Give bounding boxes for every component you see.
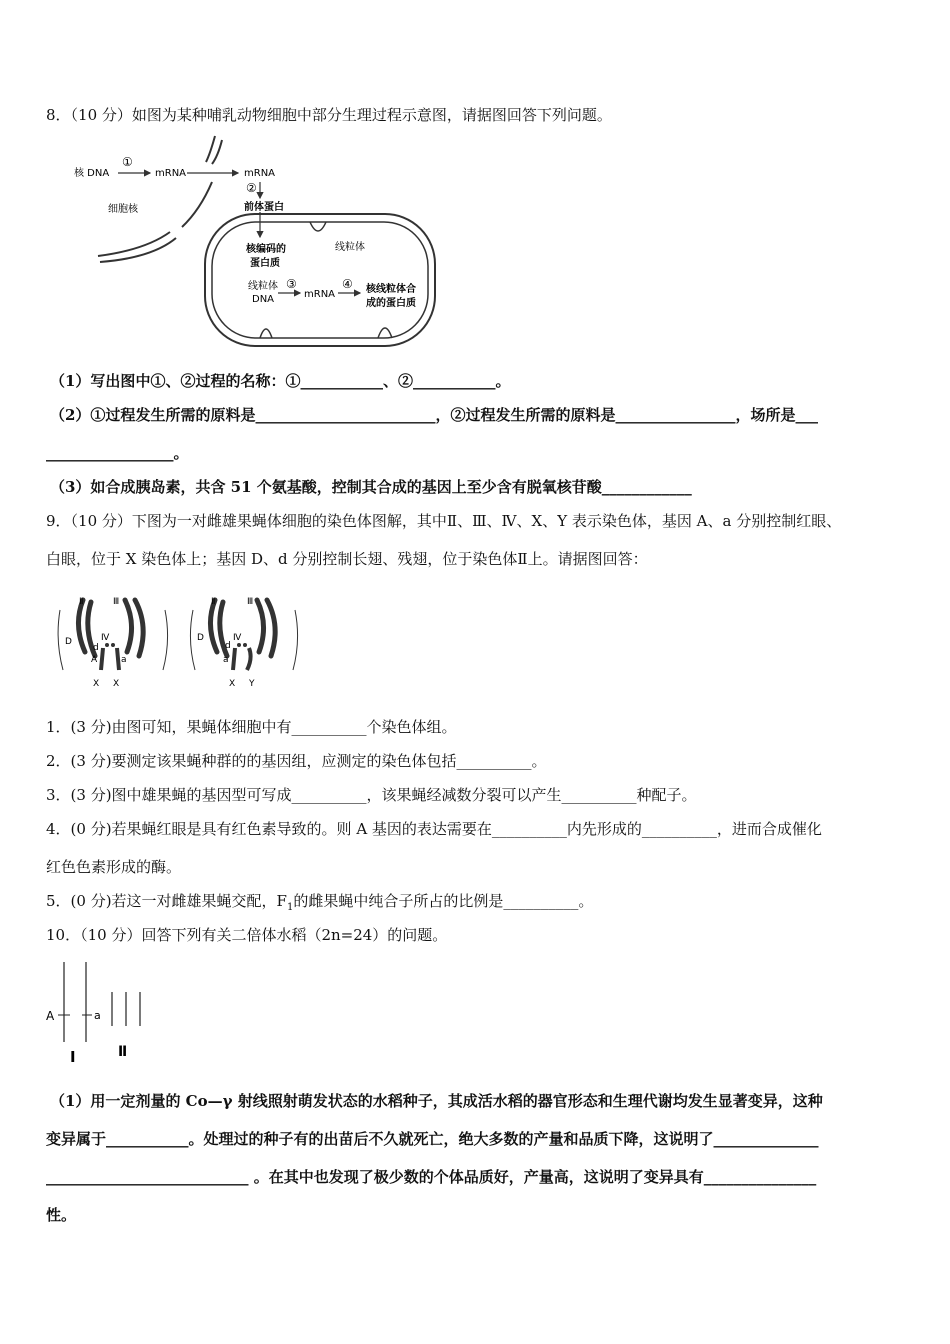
male-gene-a: a	[223, 655, 229, 665]
nucleus-label: 细胞核	[108, 204, 138, 215]
q9-item-2: 2．(3 分)要测定该果蝇种群的的基因组，应测定的染色体包括__________。	[46, 752, 547, 770]
q9-title-line1: 9．（10 分）下图为一对雌雄果蝇体细胞的染色体图解，其中Ⅱ、Ⅲ、Ⅳ、X、Y 表示染色体，基因 A、a 分别控制红眼、	[46, 512, 842, 530]
male-chrom-y: Y	[249, 679, 255, 689]
male-label-II: Ⅱ	[211, 597, 216, 607]
q9-item-1: 1．(3 分)由图可知，果蝇体细胞中有__________个染色体组。	[46, 718, 457, 736]
step1-label: ①	[122, 155, 133, 169]
nuc-encoded-label-1: 核编码的	[246, 244, 286, 255]
q10-chromosome-diagram	[44, 960, 154, 1068]
female-gene-a: a	[121, 655, 127, 665]
q10-sub1-line3: ___________________________ 。在其中也发现了极少数的个体品质好，产量高，这说明了变异具有_______________	[46, 1168, 817, 1186]
q9-title-line2: 白眼，位于 X 染色体上；基因 D、d 分别控制长翅、残翅，位于染色体Ⅱ上。请据图回答：	[46, 550, 648, 568]
male-label-IV: Ⅳ	[233, 633, 242, 643]
male-gene-d: d	[225, 641, 231, 651]
mrna3-label: mRNA	[304, 289, 336, 300]
male-label-III: Ⅲ	[247, 597, 254, 607]
female-chrom-x1: X	[93, 679, 100, 689]
q9-item-4: 4．(0 分)若果蝇红眼是具有红色素导致的。则 A 基因的表达需要在__________内先形成的__________，进而合成催化	[46, 820, 822, 838]
female-gene-A: A	[91, 655, 98, 665]
male-gene-D: D	[197, 633, 204, 643]
mito-dna-label-2: DNA	[252, 294, 275, 305]
chromosome-II-label: Ⅱ	[118, 1044, 128, 1060]
female-gene-d: d	[93, 643, 99, 653]
female-label-II: Ⅱ	[79, 597, 84, 607]
gene-A-label: A	[46, 1009, 55, 1023]
mrna1-label: mRNA	[155, 168, 187, 179]
q9-item-5: 5．(0 分)若这一对雌雄果蝇交配，$F_1$的雌果蝇中纯合子所占的比例是__________。	[46, 892, 594, 913]
q8-sub1: （1）写出图中①、②过程的名称：①___________、②___________。	[50, 372, 511, 390]
chromosome-I-label: I	[70, 1048, 76, 1066]
precursor-label: 前体蛋白	[244, 202, 284, 213]
combined-protein-label-1: 核线粒体合	[366, 284, 416, 295]
female-label-IV: Ⅳ	[101, 633, 110, 643]
female-gene-D: D	[65, 637, 72, 647]
step2-label: ②	[246, 181, 257, 195]
q9-chromosome-diagram	[55, 590, 305, 690]
q8-sub2a: （2）①过程发生所需的原料是________________________，②过程发生所需的原料是________________，场所是___	[50, 406, 818, 424]
q9-item-4-cont: 红色色素形成的酶。	[46, 858, 182, 876]
step4-label: ④	[342, 277, 353, 291]
gene-a-label: a	[94, 1009, 101, 1022]
q8-sub3: （3）如合成胰岛素，共含 51 个氨基酸，控制其合成的基因上至少含有脱氧核苷酸____________	[50, 478, 692, 496]
female-chrom-x2: X	[113, 679, 120, 689]
q10-title: 10．（10 分）回答下列有关二倍体水稻（2n=24）的问题。	[46, 926, 448, 944]
nuc-encoded-label-2: 蛋白质	[250, 258, 280, 269]
mito-dna-label-1: 线粒体	[248, 281, 278, 292]
female-label-III: Ⅲ	[113, 597, 120, 607]
q8-sub2b: _________________。	[46, 444, 189, 462]
female-karyotype	[58, 597, 167, 689]
q10-sub1-line1: （1）用一定剂量的 Co—γ 射线照射萌发状态的水稻种子，其成活水稻的器官形态和生理代谢均发生显著变异，这种	[50, 1092, 823, 1110]
q8-title: 8．（10 分）如图为某种哺乳动物细胞中部分生理过程示意图，请据图回答下列问题。	[46, 106, 612, 124]
male-karyotype	[190, 597, 297, 689]
nuc-dna-label: 核 DNA	[74, 168, 110, 179]
q10-sub1-line4: 性。	[46, 1206, 77, 1224]
combined-protein-label-2: 成的蛋白质	[366, 298, 416, 309]
step3-label: ③	[286, 277, 297, 291]
mrna2-label: mRNA	[244, 168, 276, 179]
q8-diagram	[60, 132, 450, 354]
q9-item-3: 3．(3 分)图中雄果蝇的基因型可写成__________，该果蝇经减数分裂可以产生__________种配子。	[46, 786, 697, 804]
male-chrom-x: X	[229, 679, 236, 689]
q10-sub1-line2: 变异属于___________。处理过的种子有的出苗后不久就死亡，绝大多数的产量和品质下降，这说明了______________	[46, 1130, 819, 1148]
mito-label: 线粒体	[335, 242, 365, 253]
